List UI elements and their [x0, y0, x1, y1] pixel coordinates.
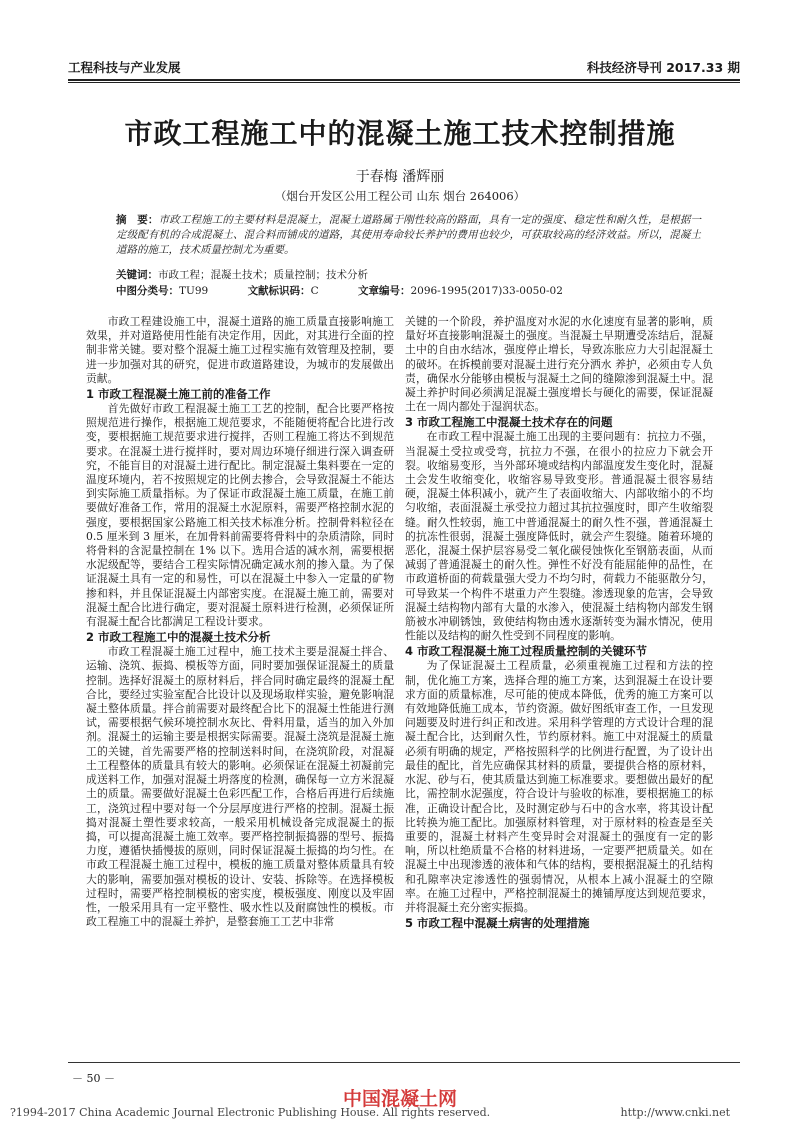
- intro-paragraph: 市政工程建设施工中，混凝土道路的施工质量直接影响施工效果，并对道路使用性能有决定作用，因此，对其进行全面的控制非常关键。要对整个混凝土施工过程实施有效管理及控制，要进一步加强对其的研究，促进市政道路建设，为城市的发展做出贡献。: [86, 315, 394, 385]
- header-rule-thin: [68, 82, 740, 83]
- copyright-line: ?1994-2017 China Academic Journal Electronic Publishing House. All rights reserved.: [10, 1106, 491, 1119]
- section-2-continued: 关键的一个阶段，养护温度对水泥的水化速度有显著的影响，质量好坏直接影响混凝土的强度。当混凝土早期遭受冻结后，混凝土中的自由水结冰，强度停止增长，导致冻胀应力大引起混凝土的破坏。在拆模前要对混凝土进行充分洒水 养护，必须由专人负责，确保水分能够由模板与混凝土之间的缝隙渗到混凝土中。混凝土养护时间必须满足混凝土强度增长与硬化的需要，保证混凝土在一周内都处于湿润状态。: [405, 315, 713, 414]
- abstract-text: 市政工程施工的主要材料是混凝土，混凝土道路属于刚性较高的路面，具有一定的强度、稳定性和耐久性，是根据一定级配有机的合成混凝土、混合料而铺成的道路，其使用寿命较长养护的费用也较少，可获取较高的经济效益。所以，混凝土道路的施工，技术质量控制尤为重要。: [116, 214, 702, 256]
- doc-value: C: [310, 285, 319, 297]
- art-value: 2096-1995(2017)33-0050-02: [410, 285, 563, 297]
- section-4-paragraph: 为了保证混凝土工程质量，必须重视施工过程和方法的控制，优化施工方案，选择合理的施工方案，达到混凝土在设计要求方面的质量标准，尽可能的使成本降低，优秀的施工方案可以有效地降低施工成本，节约资源。做好图纸审查工作，一旦发现问题要及时进行纠正和改进。采用科学管理的方式设计合理的混凝土配合比，达到耐久性，节约原材料。施工中对混凝土的质量必须有明确的规定，严格按照科学的比例进行配置，为了设计出最佳的配比，首先应确保其材料的质量，要提供合格的原材料，水泥、砂与石，使其质量达到施工标准要求。要想做出最好的配比，需控制水泥强度，符合设计与验收的标准，要根据施工的标准，正确设计配合比，及时测定砂与石中的含水率，将其设计配比转换为施工配比。加强原材料管理，对于原材料的检查是至关重要的，混凝土材料产生变异时会对混凝土的强度有一定的影响，所以杜绝质量不合格的材料进场，一定要严把质量关。如在混凝土中出现渗透的液体和气体的结构，要根据混凝土的孔结构和孔隙率决定渗透性的强弱情况，从根本上减小混凝土的空隙率。在施工过程中，严格控制混凝土的摊铺厚度达到规范要求，并将混凝土充分密实振捣。: [405, 659, 713, 914]
- page-number: － 50 －: [72, 1072, 115, 1085]
- column-right: [405, 315, 713, 931]
- clc-value: TU99: [179, 285, 209, 297]
- keywords-text: 市政工程；混凝土技术；质量控制；技术分析: [158, 269, 368, 281]
- paper-title: 市政工程施工中的混凝土施工技术控制措施: [124, 117, 676, 150]
- affiliation: （烟台开发区公用工程公司 山东 烟台 264006）: [274, 189, 526, 203]
- art-label: 文章编号：: [357, 285, 411, 297]
- keywords-label: 关键词：: [116, 269, 158, 281]
- abstract: [116, 213, 701, 258]
- column-left: [86, 315, 394, 929]
- keywords: [116, 267, 716, 282]
- section-3-heading: 3 市政工程施工中混凝土技术存在的问题: [405, 415, 613, 430]
- section-5-heading: 5 市政工程中混凝土病害的处理措施: [405, 916, 590, 931]
- header-rule: [68, 79, 740, 81]
- footer-rule: [68, 1062, 740, 1063]
- section-1-heading: 1 市政工程混凝土施工前的准备工作: [86, 387, 271, 402]
- section-2-paragraph: 市政工程混凝土施工过程中，施工技术主要是混凝土拌合、运输、浇筑、振捣、模板等方面，同时要加强保证混凝土的质量控制。选择好混凝土的原材料后，拌合同时确定最终的混凝土配合比，要经过实验室配合比设计以及现场取样实验，避免影响混凝土整体质量。拌合前需要对最终配合比下的混凝土性能进行测试，需要根据气候环境控制水灰比、骨料用量，适当的加入外加剂。混凝土的运输主要是根据实际需要。混凝土浇筑是混凝土施工的关键，首先需要严格的控制送料时间，在浇筑阶段，对混凝土工程整体的质量具有较大的影响。必须保证在混凝土初凝前完成送料工作，加强对混凝土坍落度的检测，确保每一立方米混凝土的质量。需要做好混凝土色彩匹配工作，合格后再进行后续施工，浇筑过程中要对每一个分层厚度进行严格的控制。混凝土振捣对混凝土塑性要求较高，一般采用机械设备完成混凝土的振捣，可以提高混凝土施工效率。要严格控制振捣器的型号、振捣力度，遵循快插慢拔的原则，同时保证混凝土振捣的均匀性。在市政工程混凝土施工过程中，模板的施工质量对整体质量具有较大的影响，需要加强对模板的设计、安装、拆除等。在选择模板过程时，需要严格控制模板的密实度，模板强度、刚度以及牢固性，一般采用具有一定平整性、吸水性以及耐腐蚀性的模板。市政工程施工中的混凝土养护，是整套施工工艺中非常: [86, 645, 394, 929]
- running-header: [68, 56, 740, 78]
- cnki-link[interactable]: http://www.cnki.net: [620, 1106, 730, 1119]
- abstract-label: 摘 要：: [116, 214, 159, 226]
- section-3-paragraph: 在市政工程中混凝土施工出现的主要问题有：抗拉力不强，当混凝土受拉或受弯，抗拉力不强，在很小的拉应力下就会开裂。收缩易变形，当外部环境或结构内部温度发生变化时，混凝土会发生收缩变化，收缩容易导致变形。普通混凝土很容易结硬，混凝土体积减小，就产生了表面收缩大、内部收缩小的不均匀收缩，表面混凝土承受拉力超过其抗拉强度时，即产生收缩裂缝。耐久性较弱，施工中普通混凝土的耐久性不强，普通混凝土的抗冻性很弱，混凝土强度降低时，就会产生裂缝。随着环境的恶化，混凝土保护层容易受二氧化碳侵蚀恢化至钢筋表面，从而减弱了普通混凝土的耐久性。弹性不好没有能屈能伸的品性，在市政道桥面的荷载量强大受力不均匀时，荷载力不能驱散分匀，可导致某一个构件不堪重力产生裂缝。渗透现象的危害，会导致混凝土结构物内部有大量的水渗入，使混凝土结构物内部发生钢筋被水冲刷锈蚀，致使结构物由透水逐渐转变为漏水情况，使用性能以及结构的耐久性受到不同程度的影响。: [405, 430, 713, 643]
- header-left: 工程科技与产业发展: [68, 60, 181, 75]
- section-1-paragraph: 首先做好市政工程混凝土施工工艺的控制，配合比要严格按照规范进行操作，根据施工规范要求，不能随便将配合比进行改变，要根据施工规范要求进行搅拌，否则工程施工将达不到规范要求。在混凝土进行搅拌时，要对周边环境仔细进行深入调查研究，不能盲目的对混凝土进行配比。制定混凝土集料要在一定的温度环境内，若不按照规定的比例去掺合，会导致混凝土不能达到实际施工质量指标。为了保证市政混凝土施工质量，在施工前要做好准备工作，常用的混凝土水泥原料，需要严格控制水泥的强度，要根据国家公路施工相关技术标准分析。控制骨料粒径在 0.5 厘米到 3 厘米，在加骨料前需要将骨料中的杂质清除，同时将骨料的含泥量控制在 1% 以下。选用合适的减水剂，需要根据水泥级配等，要结合工程实际情况确定减水剂的掺入量。为了保证混凝土具有一定的和易性，可以在混凝土中参入一定量的矿物掺和料，并且保证混凝土内部密实度。在混凝土施工前，需要对混凝土配合比进行确定，要对混凝土原料进行检测，必须保证所有混凝土配合比都满足工程设计要求。: [86, 402, 394, 629]
- doc-label: 文献标识码：: [247, 285, 311, 297]
- section-2-heading: 2 市政工程施工中的混凝土技术分析: [86, 630, 271, 645]
- section-4-heading: 4 市政工程混凝土施工过程质量控制的关键环节: [405, 644, 648, 659]
- classification: [116, 283, 716, 298]
- header-right: 科技经济导刊 2017.33 期: [586, 60, 740, 75]
- clc-label: 中图分类号：: [116, 285, 179, 297]
- authors: 于春梅 潘辉丽: [355, 169, 445, 185]
- watermark: 中国混凝土网: [342, 1088, 457, 1110]
